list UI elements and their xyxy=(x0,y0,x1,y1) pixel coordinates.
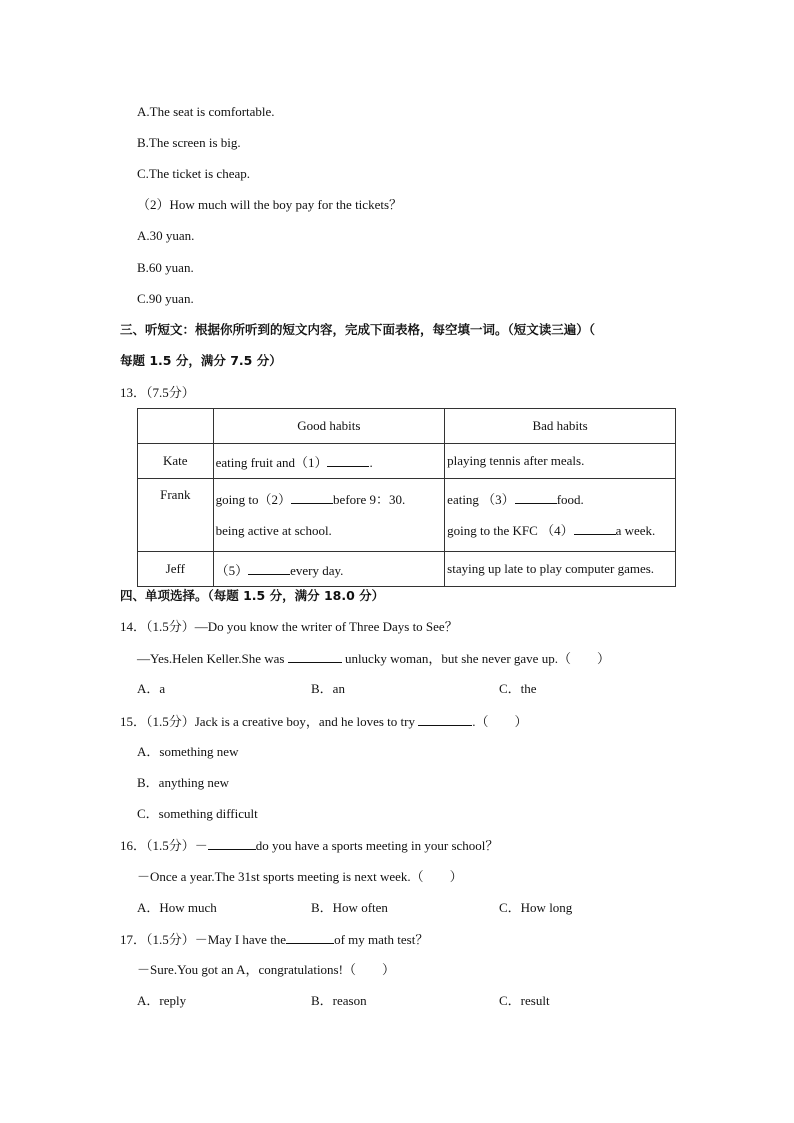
cell-text: going to（2） xyxy=(215,492,292,507)
table-row xyxy=(138,444,676,479)
bad-habit-cell: staying up late to play computer games. xyxy=(445,552,676,587)
option-a[interactable]: A．How much xyxy=(137,900,217,915)
answer-blank[interactable] xyxy=(288,650,342,663)
row-name: Frank xyxy=(138,479,214,552)
question-stem xyxy=(120,713,527,730)
table-row xyxy=(138,479,676,552)
option-c[interactable]: C．How long xyxy=(499,900,573,915)
option-c: C.The ticket is cheap. xyxy=(137,166,250,181)
cell-text: going to the KFC （4） xyxy=(447,523,574,538)
row-name: Jeff xyxy=(138,552,214,587)
cell-line xyxy=(447,484,673,515)
question-stem xyxy=(120,837,498,854)
answer-blank[interactable] xyxy=(208,837,256,850)
option-a[interactable]: A．a xyxy=(137,681,166,696)
question-stem: 14．（1.5分）—Do you know the writer of Three Days to See？ xyxy=(120,619,458,634)
row-name: Kate xyxy=(138,444,214,479)
option-c: C.90 yuan. xyxy=(137,291,194,306)
bad-habit-cell: playing tennis after meals. xyxy=(445,444,676,479)
cell-text: every day. xyxy=(290,562,344,578)
answer-blank[interactable] xyxy=(515,491,557,504)
section-title-cont: 每题 1.5 分，满分 7.5 分） xyxy=(120,353,282,368)
option-a[interactable]: A．reply xyxy=(137,993,187,1008)
text: —Yes.Helen Keller.She was xyxy=(137,651,285,666)
table-corner-cell xyxy=(138,409,214,444)
answer-blank[interactable] xyxy=(286,931,334,944)
column-header-bad: Bad habits xyxy=(445,409,676,444)
cell-line xyxy=(447,515,673,546)
option-c[interactable]: C．result xyxy=(499,993,550,1008)
text: do you have a sports meeting in your school？ xyxy=(255,838,499,853)
option-a: A.30 yuan. xyxy=(137,228,195,243)
option-a: A.The seat is comfortable. xyxy=(137,104,275,119)
section-title: 四、单项选择。（每题 1.5 分，满分 18.0 分） xyxy=(120,588,385,603)
answer-blank[interactable] xyxy=(574,522,616,535)
answer-blank[interactable] xyxy=(327,454,369,467)
question-stem xyxy=(120,931,428,948)
text: 17．（1.5分）－May I have the xyxy=(120,932,287,947)
answer-blank[interactable] xyxy=(291,491,333,504)
text: unlucky woman，but she never gave up.（ ） xyxy=(344,651,610,666)
cell-text: eating fruit and（1） xyxy=(215,454,328,470)
option-c[interactable]: C．the xyxy=(499,681,537,696)
cell-line: being active at school. xyxy=(215,523,332,538)
option-b: B.60 yuan. xyxy=(137,260,194,275)
question-text: （2）How much will the boy pay for the tickets？ xyxy=(137,197,403,212)
text: 15．（1.5分）Jack is a creative boy，and he loves to try xyxy=(120,714,415,729)
cell-text: a week. xyxy=(615,523,656,538)
answer-blank[interactable] xyxy=(418,713,472,726)
column-header-good: Good habits xyxy=(213,409,445,444)
cell-text: . xyxy=(369,454,373,470)
option-b[interactable]: B．How often xyxy=(311,900,388,915)
cell-text: （5） xyxy=(215,562,249,578)
option-b[interactable]: B．reason xyxy=(311,993,367,1008)
habits-table xyxy=(137,408,676,587)
cell-text: before 9：30. xyxy=(333,492,406,507)
option-b[interactable]: B．an xyxy=(311,681,345,696)
table-row xyxy=(138,552,676,587)
cell-text: food. xyxy=(556,492,584,507)
question-number: 13．（7.5分） xyxy=(120,385,195,400)
good-habit-cell xyxy=(213,552,445,587)
good-habit-cell xyxy=(213,479,445,552)
question-line: －Once a year.The 31st sports meeting is next week.（ ） xyxy=(137,869,463,884)
bad-habit-cell xyxy=(445,479,676,552)
cell-line xyxy=(216,484,443,515)
text: .（ ） xyxy=(472,714,528,729)
section-title: 三、听短文：根据你所听到的短文内容，完成下面表格，每空填一词。（短文读三遍）（ xyxy=(120,322,596,337)
option-b[interactable]: B．anything new xyxy=(137,775,230,790)
text: of my math test？ xyxy=(334,932,429,947)
cell-text: eating （3） xyxy=(447,492,515,507)
good-habit-cell xyxy=(213,444,445,479)
table-header-row xyxy=(138,409,676,444)
text: 16．（1.5分）－ xyxy=(120,838,208,853)
question-line xyxy=(137,650,610,667)
question-line: －Sure.You got an A，congratulations!（ ） xyxy=(137,962,395,977)
option-c[interactable]: C．something difficult xyxy=(137,806,258,821)
option-a[interactable]: A．something new xyxy=(137,744,239,759)
option-b: B.The screen is big. xyxy=(137,135,241,150)
answer-blank[interactable] xyxy=(248,562,290,575)
